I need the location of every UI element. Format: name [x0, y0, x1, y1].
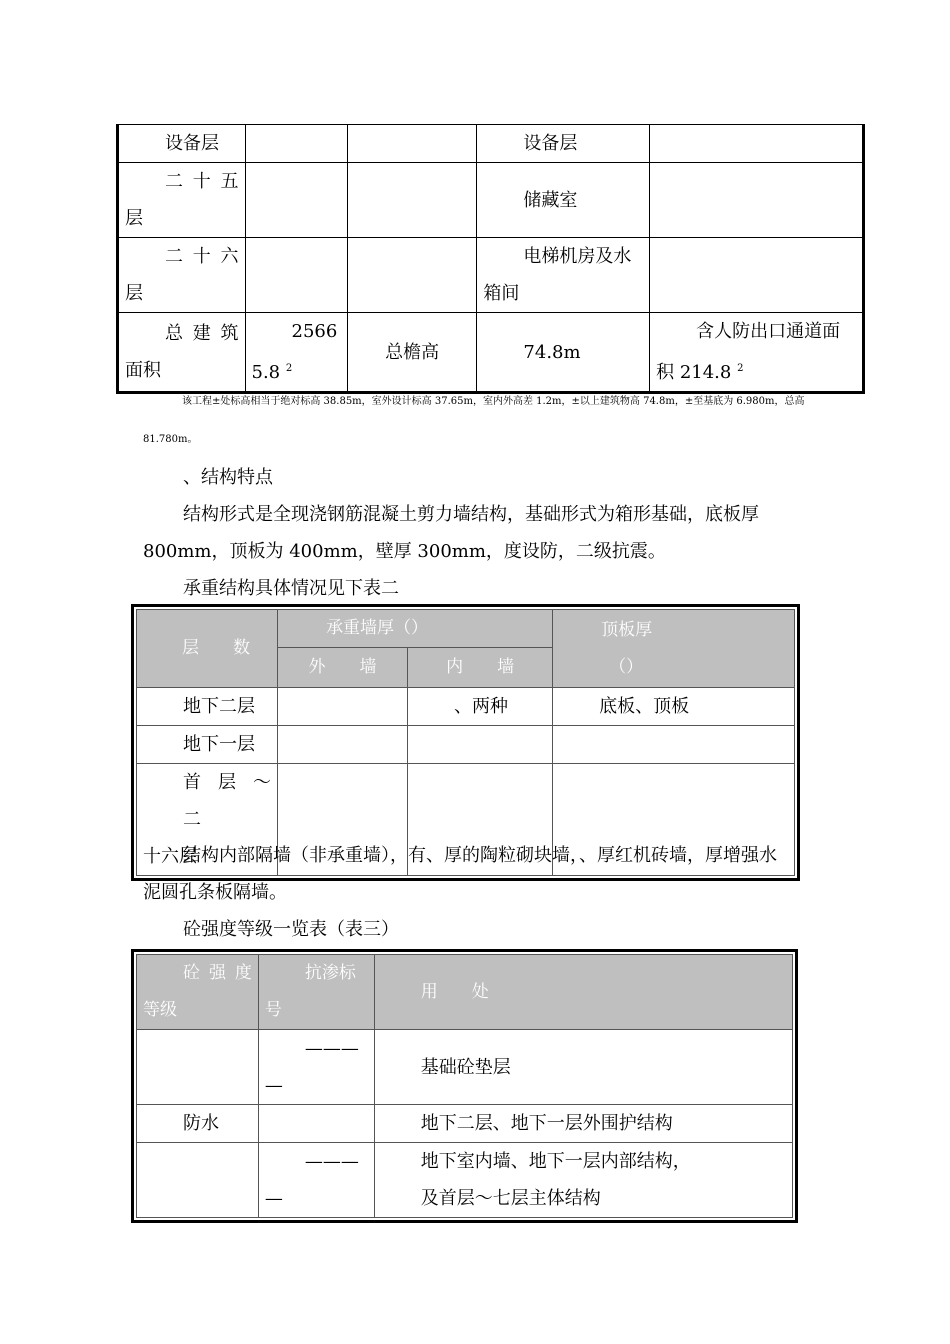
table-cell: 设备层 [477, 125, 650, 163]
table-cell: 储藏室 [477, 163, 650, 238]
table-header-row [137, 955, 793, 1030]
table-cell [374, 1143, 792, 1218]
table-cell [245, 313, 347, 393]
table-row [137, 1105, 793, 1143]
table-cell [118, 238, 246, 313]
paragraph-line: 砼强度等级一览表（表三） [183, 919, 399, 940]
cell-line: 及首层～七层主体结构 [420, 1188, 601, 1209]
table-cell: 防水 [137, 1105, 259, 1143]
elevation-note-cont: 81.780m。 [143, 434, 198, 445]
table-row [137, 726, 795, 764]
header-floor: 层 数 [137, 610, 278, 688]
table-cell [258, 1143, 374, 1218]
paragraph-line: 泥圆孔条板隔墙。 [143, 882, 287, 903]
table-cell [650, 313, 864, 393]
cell-line: 地下室内墙、地下一层内部结构， [420, 1151, 691, 1172]
cell-line: 电梯机房及水 [523, 246, 632, 267]
header-outer-wall: 外 墙 [278, 648, 408, 688]
header-usage: 用 处 [374, 955, 792, 1030]
table-cell: 74.8m [477, 313, 650, 393]
cell-line: 2566 [291, 321, 338, 342]
partition-section [143, 837, 837, 948]
table-row [118, 163, 864, 238]
cell-line: 含人防出口通道面 [696, 321, 841, 342]
header-line: （） [609, 656, 644, 677]
table-cell [347, 163, 477, 238]
cell-line: 总 建 筑 [165, 323, 239, 344]
table-cell [278, 688, 408, 726]
header-line: 抗渗标 [304, 963, 356, 983]
table-cell [408, 726, 553, 764]
table-cell [245, 125, 347, 163]
table-cell: 总檐高 [347, 313, 477, 393]
paragraph-line: 承重结构具体情况见下表二 [183, 578, 399, 599]
cell-line: 首 层 ～ 二 [183, 772, 272, 830]
table-cell [650, 163, 864, 238]
table-cell [553, 726, 795, 764]
table-cell [278, 726, 408, 764]
building-info-table [116, 124, 865, 394]
table-cell [245, 163, 347, 238]
superscript: 2 [285, 363, 293, 374]
cell-line: 层 [125, 208, 143, 229]
cell-line: 箱间 [483, 283, 520, 304]
table-cell [137, 1030, 259, 1105]
paragraph-line: 结构内部隔墙（非承重墙），有、厚的陶粒砌块墙，、厚红机砖墙，厚增强水 [183, 845, 777, 866]
header-line: 顶板厚 [601, 619, 653, 640]
table-row [137, 1143, 793, 1218]
cell-text: 积 214.8 [656, 362, 732, 383]
cell-line: — [264, 1188, 283, 1209]
table-cell [347, 125, 477, 163]
table-cell: 设备层 [118, 125, 246, 163]
cell-line: 十六层 [143, 846, 197, 867]
table-cell [258, 1030, 374, 1105]
table-cell [650, 238, 864, 313]
table-cell: 基础砼垫层 [374, 1030, 792, 1105]
cell-line: 二 十 六 [165, 246, 239, 267]
header-line: 号 [264, 1000, 282, 1020]
header-inner-wall: 内 墙 [408, 648, 553, 688]
table-cell: 地下二层、地下一层外围护结构 [374, 1105, 792, 1143]
load-bearing-table [136, 609, 795, 876]
table-cell [118, 163, 246, 238]
header-wall-thickness: 承重墙厚（） [278, 610, 553, 648]
cell-line: 二 十 五 [165, 171, 239, 192]
table-cell [258, 1105, 374, 1143]
table-cell [245, 238, 347, 313]
concrete-grade-table [136, 954, 793, 1218]
table-row [118, 313, 864, 393]
concrete-grade-table-frame [131, 949, 798, 1223]
table-row [137, 1030, 793, 1105]
table-cell [347, 238, 477, 313]
table-cell [118, 313, 246, 393]
table-cell: 地下一层 [137, 726, 278, 764]
table-cell: 、两种 [408, 688, 553, 726]
cell-line: 面积 [125, 360, 161, 381]
header-line: 等级 [143, 1000, 177, 1020]
cell-line [656, 350, 856, 391]
cell-line: 层 [125, 283, 143, 304]
superscript: 2 [737, 363, 744, 374]
cell-line: ——— [304, 1038, 359, 1059]
header-roof-thickness [553, 610, 795, 688]
structure-section [143, 459, 837, 607]
table-row [118, 125, 864, 163]
table-cell: 底板、顶板 [553, 688, 795, 726]
table-row [118, 238, 864, 313]
cell-text: 5.8 [251, 362, 281, 383]
table-header-row [137, 610, 795, 648]
cell-line [252, 350, 341, 391]
header-concrete-grade [137, 955, 259, 1030]
paragraph-line: 结构形式是全现浇钢筋混凝土剪力墙结构，基础形式为箱形基础，底板厚 [183, 504, 759, 525]
table-cell [477, 238, 650, 313]
table-cell [137, 1143, 259, 1218]
paragraph-line: 800mm，顶板为 400mm，壁厚 300mm，度设防，二级抗震。 [143, 541, 666, 562]
table-row [137, 688, 795, 726]
cell-line: — [264, 1075, 283, 1096]
elevation-note: 该工程±处标高相当于绝对标高 38.85m，室外设计标高 37.65m，室内外高差 1.2m，±以上建筑物高 74.8m，±至基底为 6.980m，总高 [182, 396, 805, 407]
cell-line: ——— [304, 1151, 359, 1172]
table-cell: 地下二层 [137, 688, 278, 726]
section-heading: 、结构特点 [183, 467, 273, 488]
header-line: 砼 强 度 [183, 963, 252, 983]
table-cell [650, 125, 864, 163]
header-permeability [258, 955, 374, 1030]
